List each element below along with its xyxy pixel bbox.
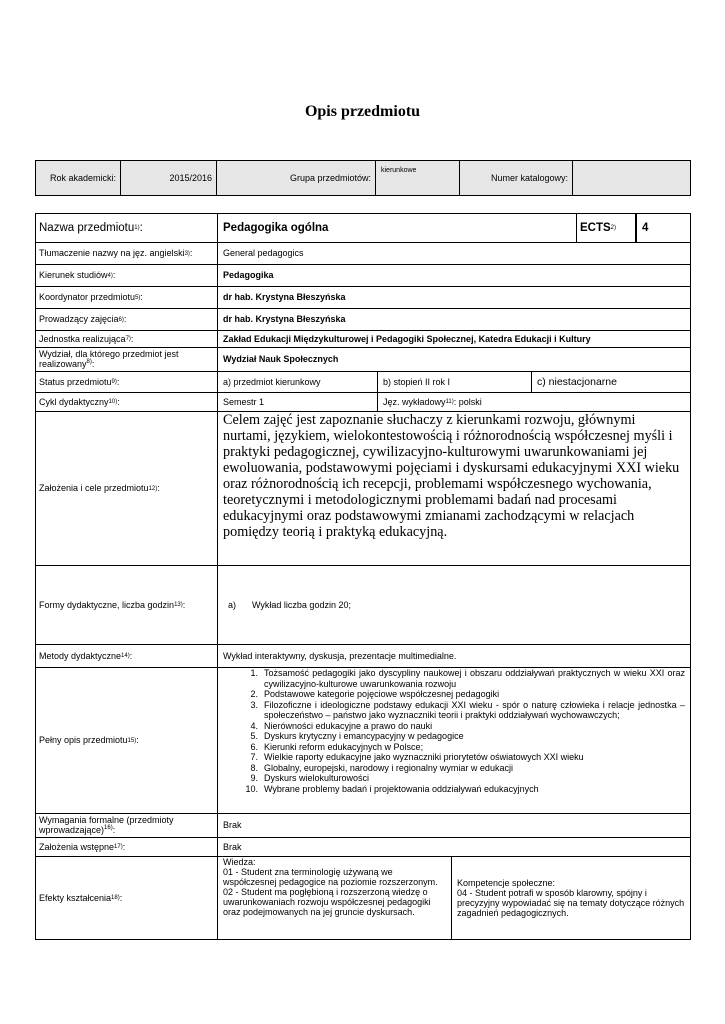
topic-text: Filozoficzne i ideologiczne podstawy edukacji XXI wieku - spór o naturę człowieka i relacje jednostka – społeczeństwo – państwo jako wyznaczniki teorii i praktyki oddziaływań wychowawczych; xyxy=(264,699,685,720)
topic-number: 9. xyxy=(250,773,258,783)
course-table xyxy=(35,213,691,940)
topic-list-item xyxy=(218,721,685,732)
jezyk-value: Jęz. wykładowy 11) : polski xyxy=(377,392,690,411)
kierunek-label: Kierunek studiów 4) : xyxy=(36,264,217,286)
efekty-label: Efekty kształcenia 18) : xyxy=(36,856,217,939)
jednostka-label: Jednostka realizująca 7) : xyxy=(36,330,217,347)
topic-text: Dyskurs krytyczny i emancypacyjny w pedagogice xyxy=(264,731,464,741)
topic-text: Wybrane problemy badań i projektowania oddziaływań edukacyjnych xyxy=(264,783,539,794)
formy-value: a) Wykład liczba godzin 20; xyxy=(217,565,690,644)
topic-number: 3. xyxy=(250,699,258,710)
wydzial-label: Wydział, dla którego przedmiot jest realizowany$^{8)}$: xyxy=(36,347,217,371)
topic-number: 10. xyxy=(245,783,258,794)
topic-number: 4. xyxy=(250,720,258,731)
topic-text: Podstawowe kategorie pojęciowe współczesnej pedagogiki xyxy=(264,689,500,699)
topic-text: Nierówności edukacyjne a prawo do nauki xyxy=(264,720,433,731)
topic-number: 2. xyxy=(250,689,258,699)
status-a: a) przedmiot kierunkowy xyxy=(217,371,377,392)
topic-number: 6. xyxy=(250,741,258,752)
topic-list-item xyxy=(218,773,685,784)
topic-text: Tożsamość pedagogiki jako dyscypliny naukowej i obszaru oddziaływań praktycznych w wieku XXI oraz cywilizacyjno-kulturowe uwarunkowania rozwoju xyxy=(264,668,685,689)
zalozenia-text: Celem zajęć jest zapoznanie słuchaczy z kierunkami rozwoju, głównymi nurtami, językiem, wielokontestowością i różnorodnością współczesnej myśli i praktyki pedagogicznej, cywilizacyjno-kulturowymi uwarunkowaniami jej ewoluowania, podstawowymi pojęciami i dyskursami edukacyjnymi XXI wieku oraz różnorodnością ich recepcji, problemami współczesnego wychowania, teoretycznymi i metodologicznymi problemami badań nad procesami edukacyjnymi oraz podstawowymi zmianami zachodzącymi w relacjach pomiędzy teorią i praktyką edukacyjną. xyxy=(217,411,690,565)
status-label: Status przedmiotu 9) : xyxy=(36,371,217,392)
ects-label: ECTS 2) xyxy=(576,214,636,242)
topic-list-item xyxy=(218,668,685,689)
ects-value: 4 xyxy=(636,214,690,242)
topic-list-item xyxy=(218,731,685,742)
cykl-label: Cykl dydaktyczny 10) : xyxy=(36,392,217,411)
page-title: Opis przedmiotu xyxy=(304,103,421,120)
status-c: c) niestacjonarne xyxy=(531,371,690,392)
topic-list-item xyxy=(218,784,685,795)
rok-label: Rok akademicki: xyxy=(49,172,116,183)
nazwa-label: Nazwa przedmiotu 1) : xyxy=(39,221,143,234)
wymagania-label: Wymagania formalne (przedmioty wprowadzające)$^{16)}$: xyxy=(36,813,217,837)
topic-text: Wielkie raporty edukacyjne jako wyznaczniki priorytetów oświatowych XXI wieku xyxy=(264,752,584,762)
metody-label: Metody dydaktyczne 14) : xyxy=(36,644,217,667)
numer-label: Numer katalogowy: xyxy=(459,161,572,195)
zalozenia-label: Założenia i cele przedmiotu 12) : xyxy=(36,411,217,565)
prowadzacy-value: dr hab. Krystyna Błeszyńska xyxy=(217,308,690,330)
pelny-list xyxy=(217,667,690,813)
rok-value: 2015/2016 xyxy=(120,161,216,195)
jednostka-value: Zakład Edukacji Międzykulturowej i Pedagogiki Społecznej, Katedra Edukacji i Kultury xyxy=(217,330,690,347)
efekty-left: Wiedza: 01 - Student zna terminologię używaną we współczesnej pedagogice na poziomie rozszerzonym. 02 - Student ma pogłębioną i rozszerzoną wiedzę o uwarunkowaniach rozwoju współczesnej pedagogiki oraz podejmowanych na jej gruncie dyskursach. xyxy=(217,856,451,939)
numer-value xyxy=(572,161,690,195)
tlumaczenie-label: Tłumaczenie nazwy na jęz. angielski 3) : xyxy=(36,242,217,264)
wymagania-value: Brak xyxy=(217,813,690,837)
metody-value: Wykład interaktywny, dyskusja, prezentacje multimedialne. xyxy=(217,644,690,667)
topic-list-item xyxy=(218,700,685,721)
topic-list-item xyxy=(218,689,685,700)
topic-number: 5. xyxy=(250,731,258,741)
prowadzacy-label: Prowadzący zajęcia 6) : xyxy=(36,308,217,330)
status-b: b) stopień II rok I xyxy=(377,371,531,392)
topic-text: Kierunki reform edukacyjnych w Polsce; xyxy=(264,741,424,752)
nazwa-value: Pedagogika ogólna xyxy=(217,214,576,242)
cykl-value: Semestr 1 xyxy=(217,392,377,411)
topic-text: Globalny, europejski, narodowy i regionalny wymiar w edukacji xyxy=(264,762,513,773)
grupa-label: Grupa przedmiotów: xyxy=(216,161,375,195)
pelny-label: Pełny opis przedmiotu 15) : xyxy=(36,667,217,813)
topic-number: 8. xyxy=(250,762,258,773)
koordynator-label: Koordynator przedmiotu 5) : xyxy=(36,286,217,308)
koordynator-value: dr hab. Krystyna Błeszyńska xyxy=(217,286,690,308)
wstepne-value: Brak xyxy=(217,837,690,856)
formy-label: Formy dydaktyczne, liczba godzin 13) : xyxy=(36,565,217,644)
topic-list-item xyxy=(218,752,685,763)
topic-number: 1. xyxy=(250,668,258,678)
efekty-right: Kompetencje społeczne: 04 - Student potrafi w sposób klarowny, spójny i precyzyjny wypowiadać się na tematy dotyczące różnych zagadnień pedagogicznych. xyxy=(451,856,690,939)
tlumaczenie-value: General pedagogics xyxy=(217,242,690,264)
header-table xyxy=(35,160,691,196)
topic-list xyxy=(218,668,685,794)
grupa-value: kierunkowe xyxy=(375,161,459,195)
topic-number: 7. xyxy=(250,752,258,762)
topic-list-item xyxy=(218,763,685,774)
topic-list-item xyxy=(218,742,685,753)
topic-text: Dyskurs wielokulturowości xyxy=(264,773,370,783)
wydzial-value: Wydział Nauk Społecznych xyxy=(217,347,690,371)
wstepne-label: Założenia wstępne 17) : xyxy=(36,837,217,856)
kierunek-value: Pedagogika xyxy=(217,264,690,286)
